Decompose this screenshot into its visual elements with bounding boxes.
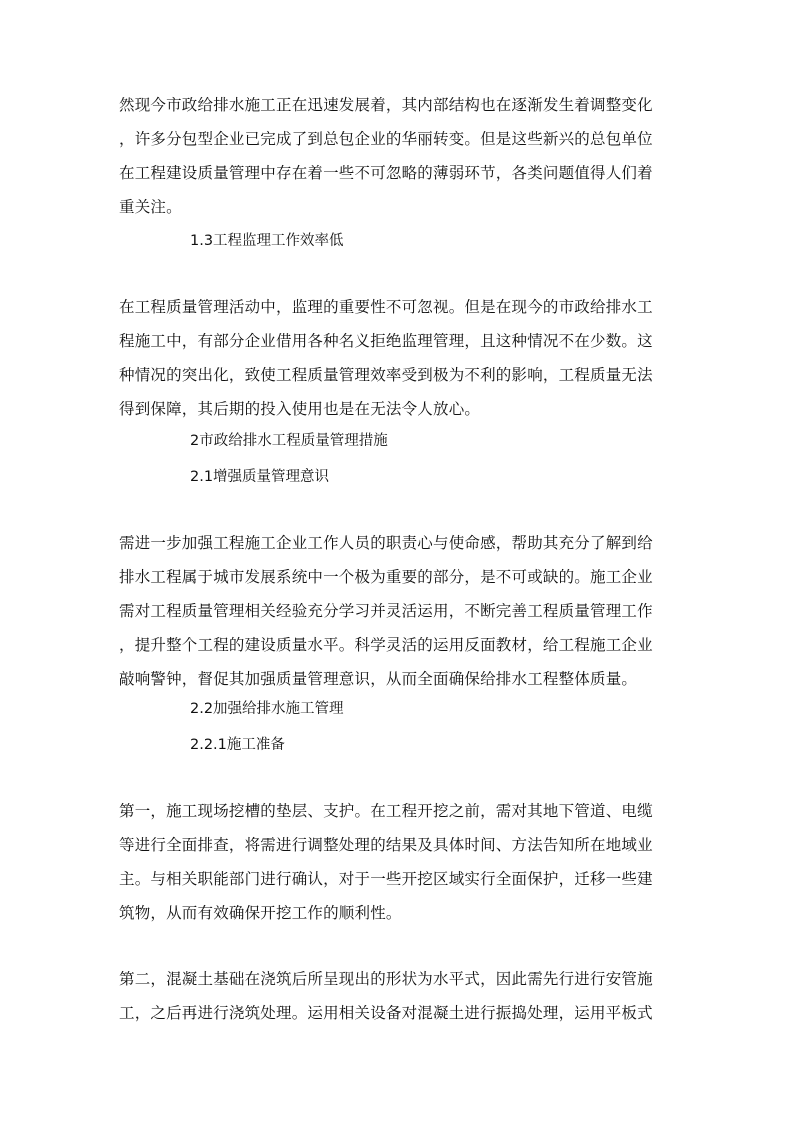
text-line: 需进一步加强工程施工企业工作人员的职责心与使命感，帮助其充分了解到给 xyxy=(119,534,653,552)
text-line: 重关注。 xyxy=(119,198,182,216)
text-line: 主。与相关职能部门进行确认，对于一些开挖区域实行全面保护，迁移一些建 xyxy=(119,870,653,888)
text-line: 筑物，从而有效确保开挖工作的顺利性。 xyxy=(119,904,402,922)
text-line: 然现今市政给排水施工正在迅速发展着，其内部结构也在逐渐发生着调整变化 xyxy=(119,96,653,114)
paragraph-first xyxy=(119,794,675,930)
text-line: 第一，施工现场挖槽的垫层、支护。在工程开挖之前，需对其地下管道、电缆 xyxy=(119,802,653,820)
paragraph-awareness xyxy=(119,526,675,696)
paragraph-intro xyxy=(119,88,675,224)
heading-2-1: 2.1增强质量管理意识 xyxy=(190,469,330,485)
heading-2-2-1: 2.2.1施工准备 xyxy=(190,737,285,753)
paragraph-supervision xyxy=(119,290,675,426)
text-line: 敲响警钟，督促其加强质量管理意识，从而全面确保给排水工程整体质量。 xyxy=(119,670,638,688)
text-line: ，许多分包型企业已完成了到总包企业的华丽转变。但是这些新兴的总包单位 xyxy=(119,130,653,148)
text-line: 在工程质量管理活动中，监理的重要性不可忽视。但是在现今的市政给排水工 xyxy=(119,298,653,316)
text-line: 在工程建设质量管理中存在着一些不可忽略的薄弱环节，各类问题值得人们着 xyxy=(119,164,653,182)
text-line: 第二，混凝土基础在浇筑后所呈现出的形状为水平式，因此需先行进行安管施 xyxy=(119,970,653,988)
heading-2: 2市政给排水工程质量管理措施 xyxy=(190,433,388,449)
text-line: 得到保障，其后期的投入使用也是在无法令人放心。 xyxy=(119,400,481,418)
text-line: 需对工程质量管理相关经验充分学习并灵活运用，不断完善工程质量管理工作 xyxy=(119,602,653,620)
text-line: 种情况的突出化，致使工程质量管理效率受到极为不利的影响，工程质量无法 xyxy=(119,366,653,384)
heading-2-2: 2.2加强给排水施工管理 xyxy=(190,701,344,717)
text-line: 等进行全面排查，将需进行调整处理的结果及具体时间、方法告知所在地域业 xyxy=(119,836,653,854)
text-line: 工，之后再进行浇筑处理。运用相关设备对混凝土进行振捣处理，运用平板式 xyxy=(119,1004,653,1022)
heading-1-3: 1.3工程监理工作效率低 xyxy=(190,233,344,249)
paragraph-second xyxy=(119,962,675,1030)
text-line: 程施工中，有部分企业借用各种名义拒绝监理管理，且这种情况不在少数。这 xyxy=(119,332,653,350)
text-line: 排水工程属于城市发展系统中一个极为重要的部分，是不可或缺的。施工企业 xyxy=(119,568,653,586)
text-line: ，提升整个工程的建设质量水平。科学灵活的运用反面教材，给工程施工企业 xyxy=(119,636,653,654)
